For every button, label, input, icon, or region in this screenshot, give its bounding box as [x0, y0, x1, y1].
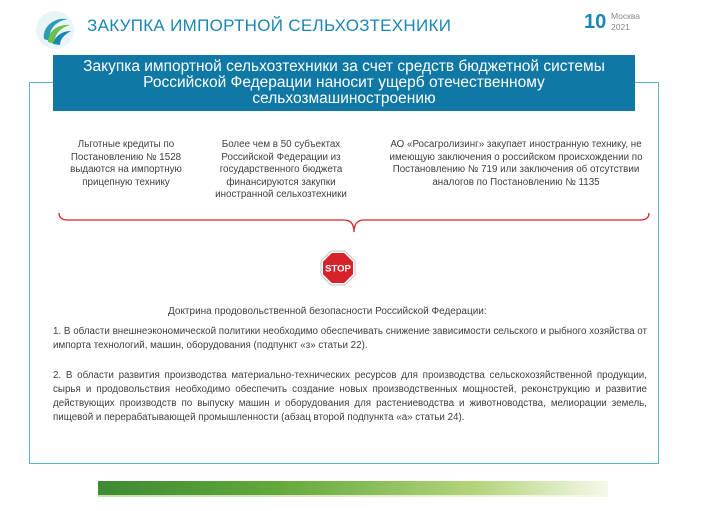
headline-banner: Закупка импортной сельхозтехники за счет средств бюджетной системы Российской Федерации наносит ущерб отечественному сельхозмашиностроению [53, 55, 635, 111]
stop-label: STOP [325, 263, 351, 275]
year-label: 2021 [611, 22, 630, 32]
location-date [611, 11, 640, 33]
doctrine-paragraph-2: 2. В области развития производства материально-технических ресурсов для производства сельскохозяйственной продукции, сырья и продовольствия необходимо обеспечить создание новых производственных мощностей, реконструкцию и развитие действующих производств по выпуску машин и оборудования для растениеводства и животноводства, мелиорации земель, пищевой и перерабатывающей промышленности (абзац второй подпункта «а» статьи 24). [53, 370, 647, 423]
footer-decoration [98, 481, 608, 495]
doctrine-heading: Доктрина продовольственной безопасности Российской Федерации: [168, 306, 487, 317]
fact-column-regions: Более чем в 50 субъектах Российской Федерации из государственного бюджета финансируются закупки иностранной сельхозтехники [215, 139, 347, 200]
fact-column-credits: Льготные кредиты по Постановлению № 1528 выдаются на импортную прицепную технику [70, 139, 182, 188]
city-label: Москва [611, 11, 641, 21]
logo-icon [34, 9, 76, 51]
curly-brace-icon [58, 212, 650, 234]
fact-column-rosagroleasing: АО «Росагролизинг» закупает иностранную технику, не имеющую заключения о российском происхождении по Постановлению № 719 или заключения об отсутствии аналогов по Постановлению № 1135 [389, 139, 643, 188]
doctrine-paragraph-1: 1. В области внешнеэкономической политики необходимо обеспечивать снижение зависимости сельского и рыбного хозяйства от импорта технологий, машин, оборудования (подпункт «з» статьи 22). [53, 326, 647, 351]
page-title: ЗАКУПКА ИМПОРТНОЙ СЕЛЬХОЗТЕХНИКИ [87, 16, 452, 35]
stop-sign-icon [320, 250, 356, 286]
page-number: 10 [584, 11, 607, 33]
